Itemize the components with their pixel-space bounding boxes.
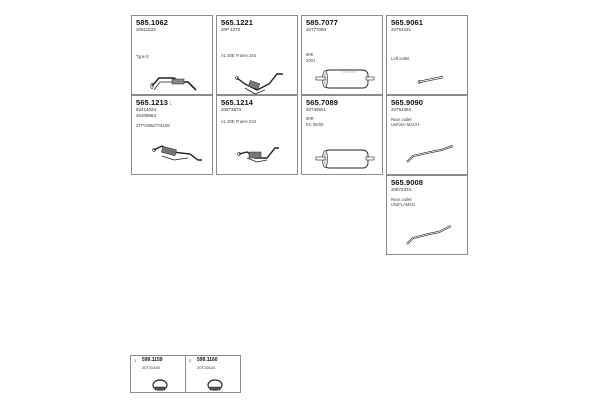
exhaust-pipe-drawing xyxy=(132,96,214,176)
accessory-code: 20T10624 xyxy=(197,365,216,370)
part-note: 2001 xyxy=(306,58,316,63)
exhaust-pipe-drawing xyxy=(217,96,299,176)
part-note: Rear outlet xyxy=(391,117,412,122)
part-note: 80R xyxy=(306,116,314,121)
part-note: EC 95/06 xyxy=(306,122,324,127)
part-number: 585.7077 xyxy=(306,18,339,27)
part-number: 565.9090 xyxy=(391,98,424,107)
part-code: 20754353 xyxy=(391,107,412,112)
part-card[interactable] xyxy=(131,15,213,95)
part-note: AL 30E Frame 234 xyxy=(221,119,256,124)
part-note: Left outlet xyxy=(391,56,410,61)
part-note: UNIFLAM4G xyxy=(391,202,415,207)
part-note: ZTP1996ZT01199 xyxy=(136,123,170,128)
part-code: 20746501 xyxy=(306,107,327,112)
tailpipe-drawing xyxy=(387,176,469,256)
silencer-drawing xyxy=(302,16,384,96)
part-number-suffix: 1 xyxy=(169,101,172,107)
tailpipe-drawing xyxy=(387,16,469,96)
clamp-drawing xyxy=(131,356,187,394)
part-number: 565.1221 xyxy=(221,18,254,27)
part-card[interactable] xyxy=(216,15,298,95)
part-code-secondary: 20208663 xyxy=(136,113,157,118)
part-code: 20754331 xyxy=(391,27,412,32)
part-number: 565.1214 xyxy=(221,98,254,107)
part-note: Uniform MACH xyxy=(391,122,420,127)
part-code: 20873873 xyxy=(221,107,242,112)
tailpipe-drawing xyxy=(387,96,469,176)
accessory-code: 20T10440 xyxy=(142,365,161,370)
clamp-drawing xyxy=(186,356,242,394)
part-card[interactable] xyxy=(386,175,468,255)
part-card[interactable] xyxy=(301,15,383,95)
part-note: 80K xyxy=(306,52,314,57)
part-card[interactable] xyxy=(216,95,298,175)
part-code: 82414024 xyxy=(136,107,157,112)
accessory-index: 2 xyxy=(189,358,192,363)
accessory-index: 1 xyxy=(134,358,137,363)
part-code: 20P 4370 xyxy=(221,27,241,32)
part-note: Type E xyxy=(136,54,150,59)
part-code: 20872333 xyxy=(391,187,412,192)
accessory-card[interactable] xyxy=(130,355,186,393)
part-note: Rear outlet xyxy=(391,197,412,202)
part-number: 565.9008 xyxy=(391,178,424,187)
part-card[interactable] xyxy=(131,95,213,175)
exhaust-pipe-drawing xyxy=(132,16,214,96)
part-number: 565.12131 xyxy=(136,98,172,107)
part-card[interactable] xyxy=(301,95,383,175)
part-note: AL 30E Frame 244 xyxy=(221,53,256,58)
silencer-drawing xyxy=(302,96,384,176)
part-card[interactable] xyxy=(386,95,468,175)
part-code: 20611533 xyxy=(136,27,156,32)
part-number: 565.9061 xyxy=(391,18,424,27)
part-number: 565.7089 xyxy=(306,98,339,107)
exhaust-pipe-drawing xyxy=(217,16,299,96)
part-number: 585.1062 xyxy=(136,18,169,27)
part-code: 20777080 xyxy=(306,27,327,32)
part-card[interactable] xyxy=(386,15,468,95)
accessory-number: 599.1159 xyxy=(142,357,163,363)
accessory-card[interactable] xyxy=(185,355,241,393)
accessory-number: 599.1160 xyxy=(197,357,218,363)
